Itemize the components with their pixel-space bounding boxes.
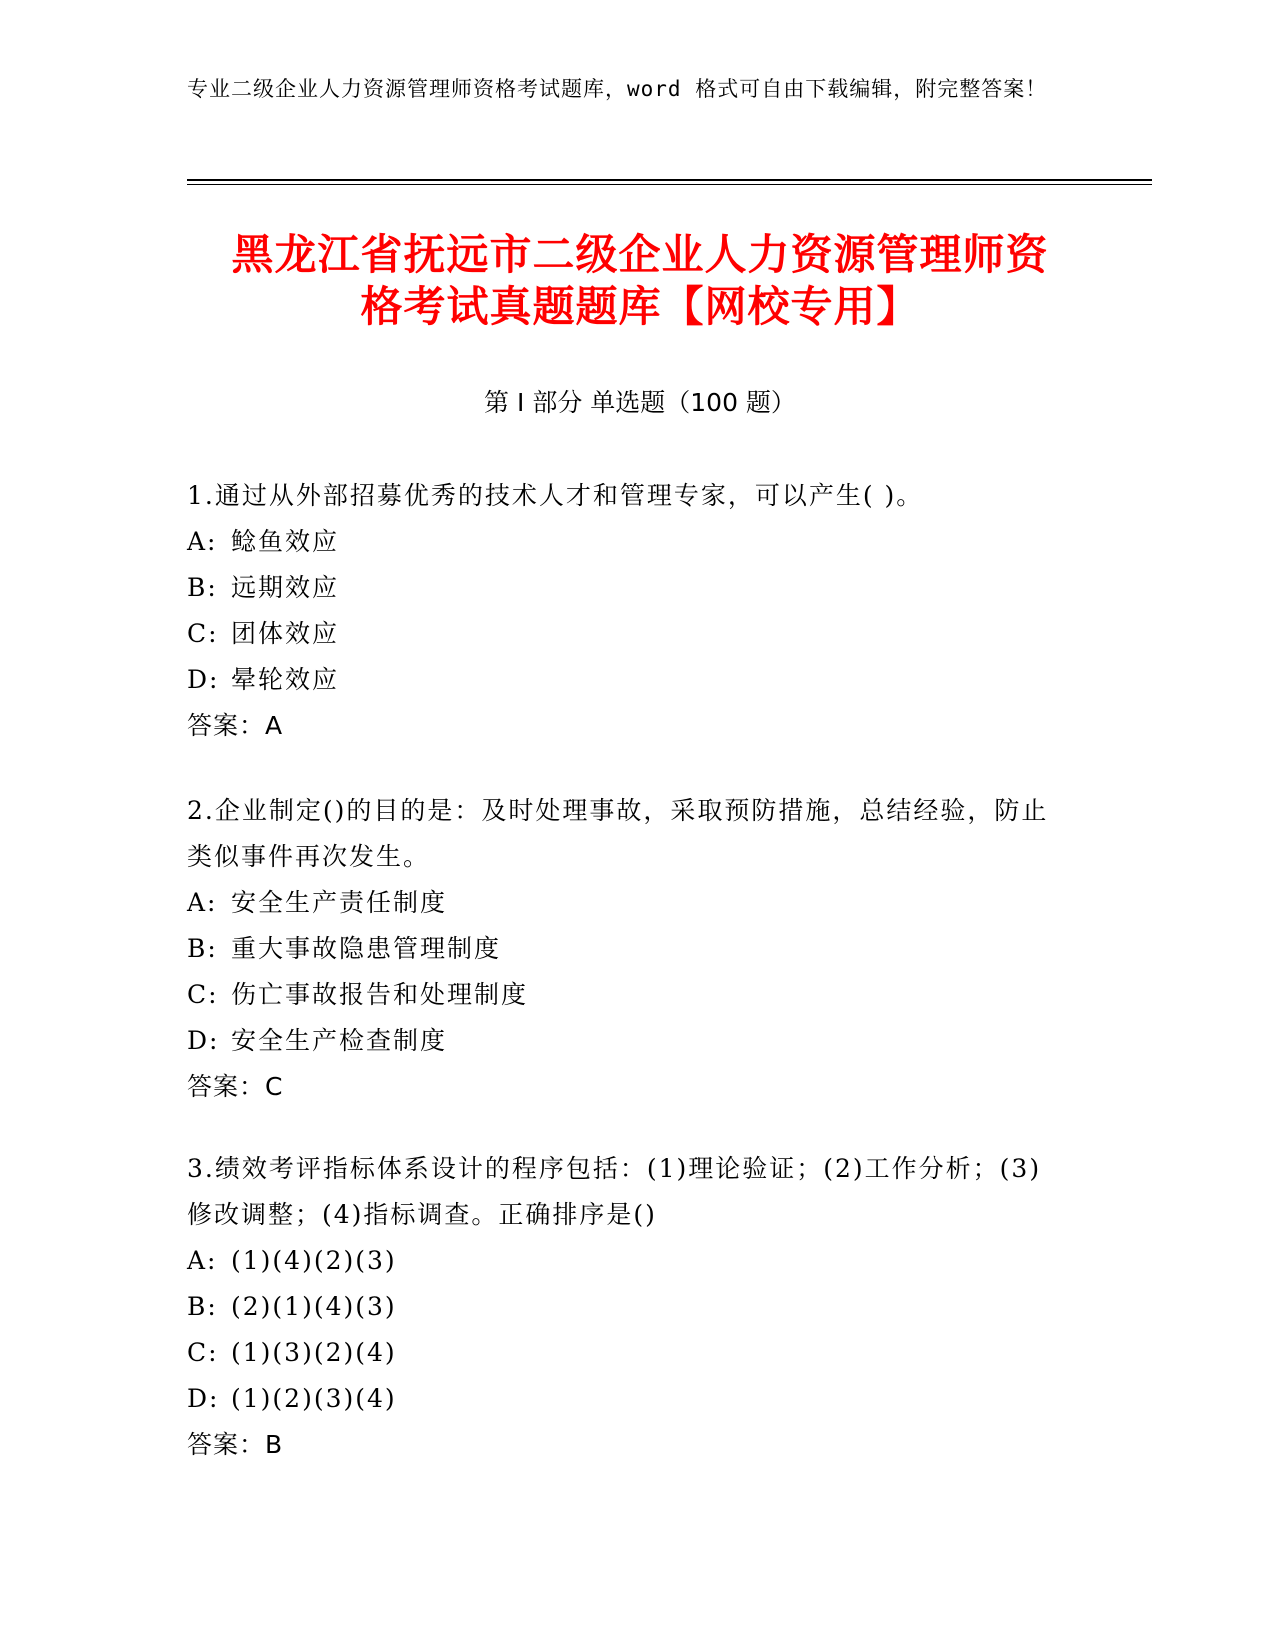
option-c (187, 972, 1067, 1018)
option-key: C: (187, 980, 219, 1009)
header-rule-thick (187, 179, 1152, 181)
option-key: B: (187, 934, 218, 963)
option-key: A: (187, 527, 218, 556)
option-text: (1)(3)(2)(4) (231, 1338, 397, 1367)
question-3 (187, 1146, 1067, 1468)
option-text: 团体效应 (231, 619, 340, 648)
option-d (187, 657, 1067, 703)
option-text: 晕轮效应 (231, 665, 340, 694)
option-b (187, 1284, 1067, 1330)
section-heading: 第 I 部分 单选题（100 题） (484, 388, 796, 417)
option-text: 安全生产责任制度 (231, 888, 448, 917)
option-text: 鲶鱼效应 (231, 527, 340, 556)
option-a (187, 1238, 1067, 1284)
option-d (187, 1018, 1067, 1064)
option-key: D: (187, 1384, 220, 1413)
option-a (187, 519, 1067, 565)
option-text: 重大事故隐患管理制度 (231, 934, 502, 963)
document-title-line-2: 格考试真题题库【网校专用】 (360, 282, 920, 331)
option-key: B: (187, 573, 218, 602)
question-stem: 1.通过从外部招募优秀的技术人才和管理专家，可以产生( )。 (187, 481, 924, 510)
option-c (187, 1330, 1067, 1376)
question-stem: 3.绩效考评指标体系设计的程序包括：(1)理论验证；(2)工作分析；(3)修改调整；(4)指标调查。正确排序是() (187, 1154, 1042, 1229)
document-title-line-1: 黑龙江省抚远市二级企业人力资源管理师资 (231, 230, 1049, 279)
answer-line: 答案：B (187, 1430, 284, 1459)
option-c (187, 611, 1067, 657)
option-key: D: (187, 665, 220, 694)
option-key: A: (187, 1246, 218, 1275)
option-key: C: (187, 619, 219, 648)
option-b (187, 565, 1067, 611)
option-text: 远期效应 (231, 573, 340, 602)
option-d (187, 1376, 1067, 1422)
option-text: 伤亡事故报告和处理制度 (231, 980, 529, 1009)
option-b (187, 926, 1067, 972)
option-text: (1)(2)(3)(4) (231, 1384, 397, 1413)
header-note: 专业二级企业人力资源管理师资格考试题库，word 格式可自由下载编辑，附完整答案！ (187, 77, 1048, 101)
option-text: (2)(1)(4)(3) (231, 1292, 397, 1321)
option-key: D: (187, 1026, 220, 1055)
option-text: (1)(4)(2)(3) (231, 1246, 397, 1275)
option-text: 安全生产检查制度 (231, 1026, 448, 1055)
option-a (187, 880, 1067, 926)
question-1 (187, 473, 1067, 749)
document-title (180, 229, 1100, 333)
answer-line: 答案：A (187, 711, 284, 740)
option-key: A: (187, 888, 218, 917)
question-stem: 2.企业制定()的目的是：及时处理事故，采取预防措施，总结经验，防止类似事件再次发生。 (187, 796, 1049, 871)
header-rule-thin (187, 184, 1152, 185)
question-2 (187, 788, 1067, 1110)
answer-line: 答案：C (187, 1072, 284, 1101)
option-key: B: (187, 1292, 218, 1321)
option-key: C: (187, 1338, 219, 1367)
